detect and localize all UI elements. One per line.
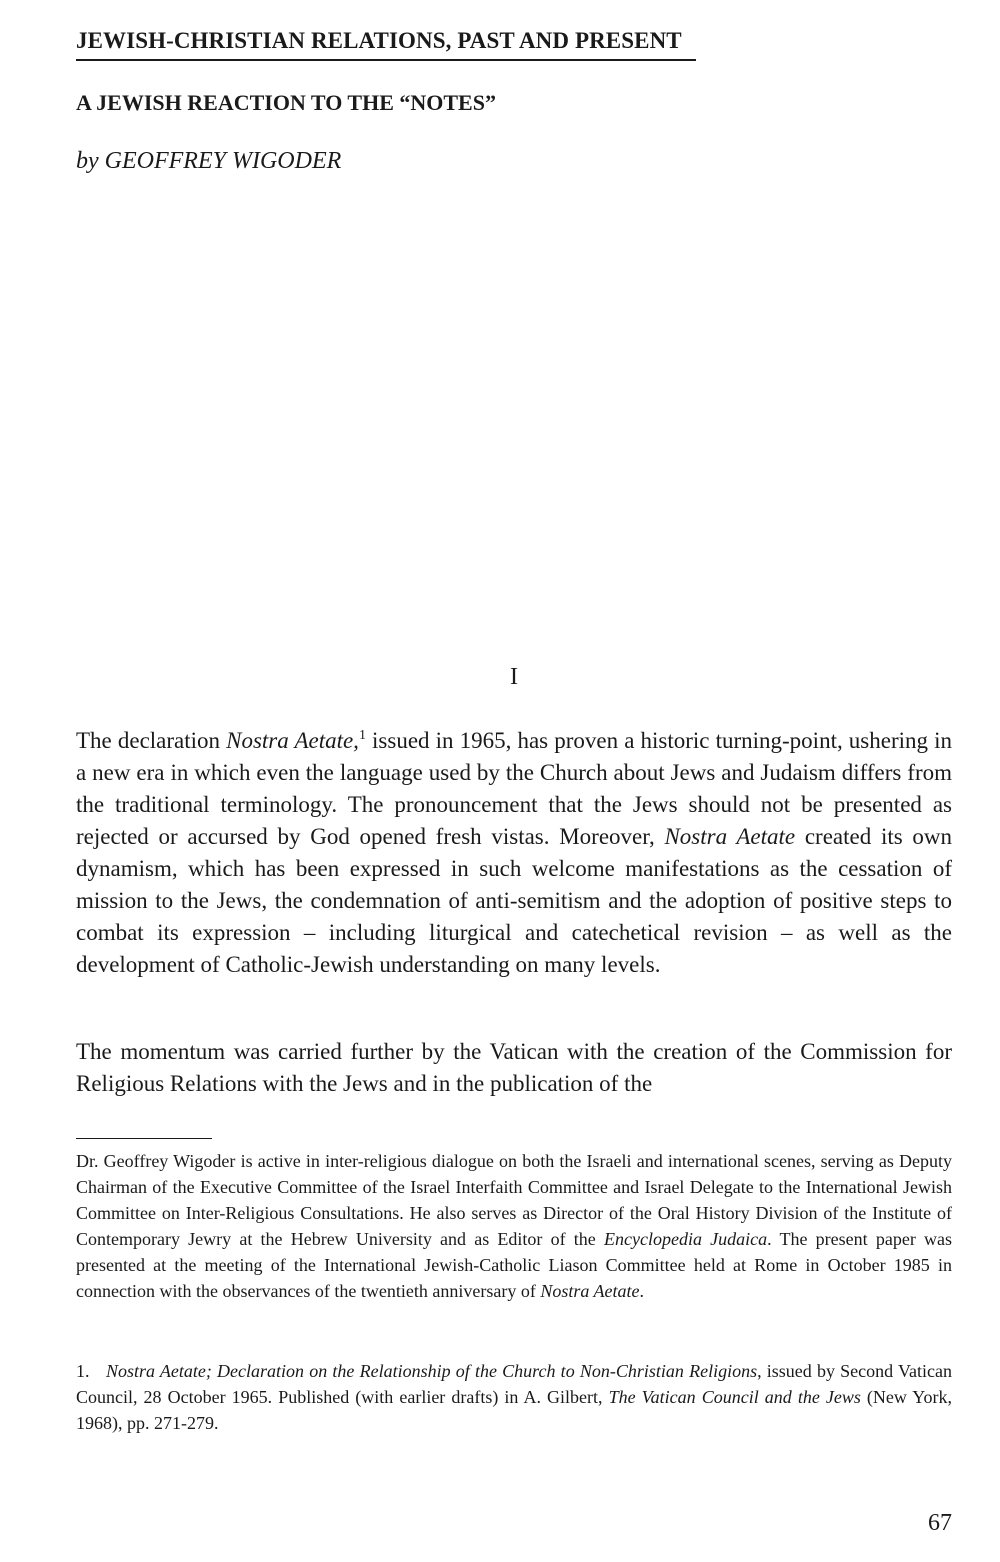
footnote-text: , issued by Second Vatican Council, 28 October 1965. Published (with earlier drafts) in A. Gilbert, xyxy=(76,1361,953,1407)
byline: by GEOFFREY WIGODER xyxy=(76,148,342,174)
article-title: A JEWISH REACTION TO THE “NOTES” xyxy=(76,90,496,115)
footnote-text: . xyxy=(639,1281,645,1301)
footnote-text: . The present paper was presented at the meeting of the International Jewish-Catholic Liason Committee held at Rome in October 1985 in connection with the observances of the twentieth anniversary of xyxy=(76,1229,952,1301)
footnote-marker: 1 xyxy=(358,728,366,743)
footnote-number: 1. xyxy=(76,1361,90,1381)
body-paragraph-1 xyxy=(76,725,952,981)
footnote-text: (New York, 1968), pp. 271-279. xyxy=(76,1387,952,1433)
paragraph-text: created its own dynamism, which has been expressed in such welcome manifestations as the cessation of mission to the Jews, the condemnation of anti-semitism and the adoption of positive steps to combat its expression – including liturgical and catechetical revision – as well as the development of Catholic-Jewish understanding on many levels. xyxy=(76,824,952,977)
footnote-divider xyxy=(76,1138,212,1139)
section-number: I xyxy=(510,664,518,690)
work-title-italic: Nostra Aetate xyxy=(664,824,796,849)
footnote-1 xyxy=(76,1358,952,1436)
body-paragraph-2: The momentum was carried further by the Vatican with the creation of the Commission for Religious Relations with the Jews and in the publication of the xyxy=(76,1039,952,1096)
document-page xyxy=(76,0,952,1562)
work-title-italic: The Vatican Council and the Jews xyxy=(608,1387,861,1407)
work-title-italic: Nostra Aetate, xyxy=(226,728,359,753)
work-title-italic: Encyclopedia Judaica xyxy=(603,1229,768,1249)
author-bio-footnote xyxy=(76,1148,952,1304)
work-title-italic: Nostra Aetate; Declaration on the Relationship of the Church to Non-Christian Religions xyxy=(106,1361,758,1381)
footnote-text: Dr. Geoffrey Wigoder is active in inter-religious dialogue on both the Israeli and international scenes, serving as Deputy Chairman of the Executive Committee of the Israel Interfaith Committee and Israel Delegate to the International Jewish Committee on Inter-Religious Consultations. He also serves as Director of the Oral History Division of the Institute of Contemporary Jewry at the Hebrew University and as Editor of the xyxy=(76,1151,952,1249)
work-title-italic: Nostra Aetate xyxy=(540,1281,640,1301)
running-head: JEWISH-CHRISTIAN RELATIONS, PAST AND PRESENT xyxy=(76,28,696,61)
paragraph-text: issued in 1965, has proven a historic turning-point, ushering in a new era in which even the language used by the Church about Jews and Judaism differs from the traditional terminology. The pronouncement that the Jews should not be presented as rejected or accursed by God opened fresh vistas. Moreover, xyxy=(76,728,953,849)
page-number: 67 xyxy=(928,1510,952,1536)
paragraph-text: The declaration xyxy=(76,728,227,753)
